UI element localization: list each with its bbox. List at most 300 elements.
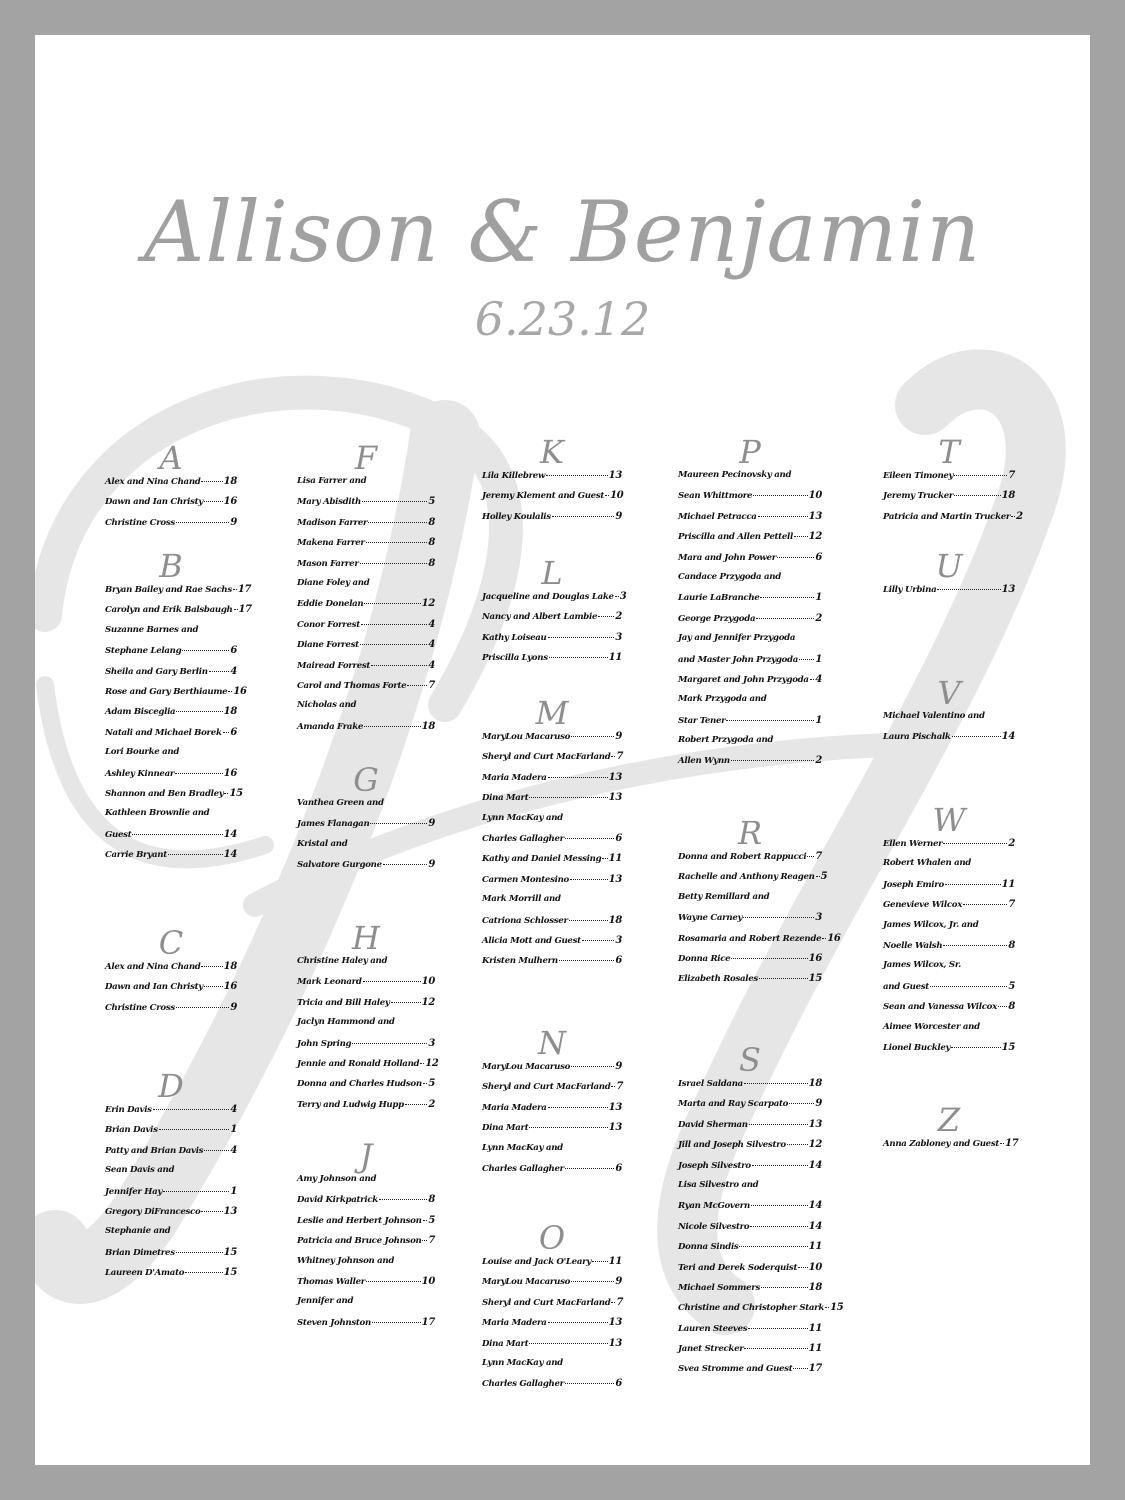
table-number: 9 [428, 859, 435, 871]
guest-entry [482, 1256, 622, 1276]
guest-name: Maureen Pecinovsky and [678, 470, 792, 480]
guest-name: Jeremy Klement and Guest [482, 491, 605, 502]
table-number: 16 [223, 767, 237, 779]
dot-leader [822, 938, 826, 939]
guest-name: Alicia Mott and Guest [482, 935, 581, 946]
guest-name: and Master John Przygoda [678, 654, 798, 665]
guest-name: Rachelle and Anthony Reagen [678, 872, 815, 883]
guest-entry [482, 935, 622, 955]
guest-name: Kathy and Daniel Messing [482, 854, 602, 865]
guest-name: Dawn and Ian Christy [105, 982, 203, 993]
guest-entry [297, 1194, 435, 1214]
guest-entry [678, 1139, 822, 1159]
guest-entry [297, 660, 435, 680]
dot-leader [759, 978, 808, 979]
guest-name: Dina Mart [482, 793, 529, 804]
guest-name: Shannon and Ben Bradley [105, 788, 224, 799]
table-number: 13 [808, 510, 822, 522]
guest-name: Bryan Bailey and Rae Sachs [105, 585, 232, 595]
section-letter: D [158, 1067, 184, 1105]
table-number: 10 [808, 490, 822, 502]
dot-leader [753, 495, 807, 496]
table-number: 16 [223, 496, 237, 508]
guest-name: Mary Abisdith [297, 497, 361, 508]
section-p [678, 434, 822, 776]
dot-leader [951, 1047, 1000, 1048]
table-number: 11 [808, 1241, 822, 1253]
guest-entry [678, 851, 822, 871]
guest-entry [297, 1276, 435, 1296]
guest-entry [883, 879, 1015, 899]
guest-entry [482, 1081, 622, 1101]
guest-entry [105, 787, 243, 808]
guest-entry [883, 470, 1015, 490]
dot-leader [168, 854, 223, 855]
table-number: 15 [808, 973, 822, 985]
dot-leader [529, 1343, 607, 1344]
guest-entry [883, 981, 1015, 1001]
guest-name: Lisa Farrer and [297, 476, 367, 486]
table-number: 6 [615, 1162, 622, 1174]
dot-leader [611, 1302, 615, 1303]
dot-leader [366, 542, 428, 543]
guest-entry [678, 953, 822, 973]
dot-leader [930, 986, 1007, 987]
guest-name: Svea Stromme and Guest [678, 1364, 793, 1375]
table-number: 7 [815, 851, 822, 862]
table-number: 3 [615, 934, 622, 946]
guest-entry [105, 961, 237, 981]
table-number: 18 [608, 914, 622, 926]
section-o [482, 1220, 622, 1399]
guest-entry [297, 558, 435, 578]
dot-leader [1011, 516, 1015, 517]
table-number: 13 [608, 873, 622, 885]
guest-entry [482, 1102, 622, 1122]
guest-name: Charles Gallagher [482, 833, 564, 844]
section-v [883, 675, 1015, 752]
section-letter: O [538, 1219, 566, 1257]
table-number: 4 [230, 665, 237, 677]
table-number: 3 [615, 631, 622, 643]
dot-leader [420, 1063, 424, 1064]
table-number: 6 [815, 551, 822, 563]
guest-entry [297, 680, 435, 700]
guest-name: Carolyn and Erik Balsbaugh [105, 605, 233, 616]
guest-entry [678, 912, 822, 932]
guest-name: Laureen D'Amato [105, 1268, 185, 1279]
table-number: 4 [230, 1104, 237, 1115]
section-r [678, 814, 841, 994]
table-number: 17 [1005, 1138, 1019, 1149]
guest-entry [883, 1138, 1019, 1158]
guest-name: Guest [105, 829, 132, 840]
table-number: 17 [421, 1316, 435, 1328]
dot-leader [571, 736, 614, 737]
guest-entry [297, 818, 435, 838]
guest-name: MaryLou Macaruso [482, 1062, 571, 1072]
dot-leader [752, 1165, 808, 1166]
section-letter: P [739, 433, 761, 471]
guest-entry [678, 1302, 844, 1322]
table-number: 15 [1001, 1041, 1015, 1053]
guest-entry [297, 578, 435, 598]
dot-leader [159, 1129, 230, 1130]
section-letter: W [932, 801, 966, 839]
dot-leader [798, 1267, 808, 1268]
table-number: 9 [615, 1276, 622, 1288]
guest-entry [297, 976, 435, 996]
guest-entry [297, 1215, 435, 1235]
guest-name: Mairead Forrest [297, 660, 371, 671]
guest-entry [678, 1180, 822, 1200]
guest-entry [297, 639, 435, 659]
dot-leader [391, 1002, 421, 1003]
section-letter: U [935, 547, 963, 585]
guest-entry [678, 1200, 822, 1220]
dot-leader [364, 726, 421, 727]
guest-name: Rosamaria and Robert Rezende [678, 933, 822, 944]
dot-leader [1000, 1143, 1004, 1144]
table-number: 17 [237, 584, 252, 595]
guest-name: Janet Strecker [678, 1344, 744, 1355]
guest-name: Nancy and Albert Lambie [482, 612, 598, 623]
guest-name: Lori Bourke and [105, 747, 180, 758]
table-number: 2 [815, 755, 822, 767]
guest-entry [678, 932, 841, 953]
guest-name: Christine Haley and [297, 956, 388, 966]
dot-leader [423, 1083, 428, 1084]
table-number: 3 [815, 912, 822, 924]
guest-name: Thomas Waller [297, 1276, 365, 1287]
guest-entry [297, 537, 435, 557]
guest-entry [678, 592, 822, 612]
section-letter: L [541, 554, 563, 592]
dot-leader [565, 1383, 614, 1384]
dot-leader [383, 864, 428, 865]
dot-leader [182, 650, 229, 651]
guest-name: Margaret and John Przygoda [678, 674, 809, 685]
table-number: 6 [615, 832, 622, 844]
section-n [482, 1025, 622, 1183]
table-number: 7 [616, 1081, 624, 1093]
guest-name: Stephanie and [105, 1226, 171, 1237]
table-number: 14 [1001, 731, 1015, 743]
guest-name: Michael Valentino and [883, 711, 985, 721]
guest-name: Mark Morrill and [482, 894, 561, 905]
guest-entry [678, 490, 822, 510]
dot-leader [793, 1368, 807, 1369]
guest-entry [105, 517, 237, 537]
table-number: 16 [827, 932, 841, 944]
guest-name: Patricia and Bruce Johnson [297, 1236, 422, 1247]
dot-leader [549, 657, 608, 658]
guest-name: Mara and John Power [678, 552, 776, 563]
guest-name: Dina Mart [482, 1338, 529, 1349]
guest-name: Alex and Nina Chand [105, 962, 201, 972]
guest-name: Eddie Donelan [297, 599, 364, 610]
table-number: 7 [616, 751, 624, 763]
table-number: 7 [428, 1235, 435, 1247]
section-letter: Z [937, 1101, 961, 1139]
guest-name: George Przygoda [678, 613, 756, 624]
dot-leader [570, 879, 608, 880]
guest-entry [678, 1221, 822, 1241]
guest-name: Gregory DiFrancesco [105, 1206, 201, 1217]
section-c [105, 925, 237, 1022]
dot-leader [789, 1103, 814, 1104]
guest-name: Maria Madera [482, 1102, 547, 1113]
couple-names-title: Allison & Benjamin [143, 183, 982, 281]
dot-leader [825, 1307, 829, 1308]
dot-leader [565, 1168, 614, 1169]
guest-entry [678, 871, 828, 891]
table-number: 10 [808, 1261, 822, 1273]
guest-name: Makena Farrer [297, 538, 365, 549]
dot-leader [552, 516, 615, 517]
table-number: 17 [808, 1363, 822, 1375]
guest-entry [883, 584, 1015, 604]
dot-leader [731, 760, 814, 761]
guest-entry [883, 858, 1015, 878]
table-number: 5 [1008, 980, 1015, 992]
dot-leader [954, 475, 1007, 476]
table-number: 16 [223, 981, 237, 993]
guest-name: Christine Cross [105, 1002, 175, 1013]
table-number: 15 [223, 1246, 237, 1258]
dot-leader [422, 1240, 427, 1241]
guest-entry [105, 1104, 237, 1124]
table-number: 5 [428, 1214, 435, 1226]
dot-leader [998, 1006, 1007, 1007]
table-number: 6 [615, 955, 622, 967]
guest-name: Elizabeth Rosales [678, 974, 758, 985]
guest-entry [678, 755, 822, 775]
guest-name: Jill and Joseph Silvestro [678, 1140, 786, 1151]
guest-name: James Flanagan [297, 819, 370, 830]
guest-entry [297, 598, 435, 618]
dot-leader [407, 685, 427, 686]
guest-entry [297, 839, 435, 859]
guest-name: Carrie Bryant [105, 850, 167, 861]
guest-name: Laura Pischalk [883, 732, 951, 743]
dot-leader [739, 1246, 807, 1247]
guest-entry [482, 470, 622, 490]
table-number: 2 [1016, 510, 1023, 522]
guest-entry [678, 1241, 822, 1261]
guest-entry [482, 915, 622, 935]
section-j [297, 1138, 435, 1337]
section-letter: C [158, 924, 184, 962]
dot-leader [360, 644, 428, 645]
guest-entry [482, 1358, 622, 1378]
table-number: 5 [820, 871, 828, 883]
table-number: 9 [815, 1098, 822, 1110]
dot-leader [176, 1007, 229, 1008]
guest-name: Adam Bisceglia [105, 707, 176, 718]
guest-name: Lilly Urbina [883, 585, 937, 595]
guest-name: Michael Petracca [678, 511, 757, 522]
guest-entry [482, 1143, 622, 1163]
table-number: 11 [608, 652, 622, 664]
section-letter: B [159, 547, 183, 585]
guest-entry [482, 792, 622, 812]
dot-leader [223, 732, 230, 733]
guest-entry [297, 1099, 435, 1119]
guest-entry [105, 476, 237, 496]
guest-name: Jaclyn Hammond and [297, 1017, 395, 1028]
guest-entry [105, 584, 252, 604]
section-d [105, 1068, 237, 1288]
guest-entry [105, 604, 252, 624]
guest-name: Amy Johnson and [297, 1174, 377, 1184]
dot-leader [569, 920, 608, 921]
guest-name: Alex and Nina Chand [105, 477, 201, 487]
guest-entry [678, 654, 822, 674]
section-k [482, 434, 622, 531]
guest-entry [105, 829, 237, 849]
guest-name: Charles Gallagher [482, 1379, 564, 1390]
guest-name: Diane Foley and [297, 577, 370, 588]
guest-entry [105, 1002, 237, 1022]
guest-entry [105, 1206, 237, 1226]
table-number: 3 [428, 1037, 435, 1049]
guest-entry [297, 496, 435, 516]
table-number: 9 [428, 818, 435, 830]
guest-name: Noelle Walsh [883, 940, 943, 951]
table-number: 13 [608, 1337, 622, 1349]
table-number: 5 [428, 496, 435, 508]
dot-leader [943, 843, 1007, 844]
dot-leader [362, 501, 427, 502]
table-number: 2 [815, 612, 822, 624]
dot-leader [794, 536, 808, 537]
guest-name: Allen Wynn [678, 756, 730, 767]
table-number: 12 [425, 1057, 439, 1069]
guest-name: Kristal and [297, 838, 348, 849]
table-number: 2 [428, 1098, 435, 1110]
guest-entry [883, 490, 1015, 510]
dot-leader [234, 609, 238, 610]
dot-leader [204, 501, 223, 502]
guest-name: Diane Forrest [297, 640, 359, 651]
table-number: 4 [815, 673, 822, 685]
dot-leader [954, 495, 1001, 496]
dot-leader [153, 1109, 230, 1110]
section-l [482, 554, 627, 673]
guest-name: Rose and Gary Berthiaume [105, 686, 228, 697]
dot-leader [743, 917, 814, 918]
section-letter: N [538, 1024, 566, 1062]
table-number: 12 [808, 531, 822, 543]
guest-entry [678, 735, 822, 755]
dot-leader [366, 1281, 421, 1282]
guest-entry [678, 892, 822, 912]
table-number: 9 [230, 1001, 237, 1013]
guest-name: James Wilcox, Jr. and [883, 919, 979, 930]
table-number: 14 [223, 849, 237, 861]
dot-leader [529, 797, 607, 798]
guest-name: Sheryl and Curt MacFarland [482, 1082, 611, 1093]
table-number: 4 [428, 659, 435, 671]
table-number: 18 [1001, 490, 1015, 502]
dot-leader [937, 589, 1000, 590]
dot-leader [799, 659, 814, 660]
guest-entry [678, 1343, 822, 1363]
guest-name: Sean and Vanessa Wilcox [883, 1002, 997, 1013]
table-number: 6 [615, 1378, 622, 1390]
guest-entry [482, 853, 622, 873]
table-number: 9 [615, 731, 622, 742]
guest-entry [297, 956, 435, 976]
guest-name: Catriona Schlosser [482, 915, 568, 926]
guest-entry [297, 997, 435, 1017]
section-w [883, 802, 1015, 1062]
table-number: 7 [616, 1296, 624, 1308]
dot-leader [758, 516, 808, 517]
guest-name: Robert Przygoda and [678, 735, 774, 746]
dot-leader [760, 597, 814, 598]
guest-name: and Guest [883, 981, 929, 992]
table-number: 18 [223, 961, 237, 972]
dot-leader [750, 1226, 807, 1227]
guest-entry [678, 1078, 822, 1098]
dot-leader [943, 945, 1007, 946]
guest-entry [482, 632, 622, 652]
guest-entry [678, 511, 822, 531]
guest-entry [105, 685, 247, 706]
guest-entry [883, 899, 1015, 919]
dot-leader [228, 691, 232, 692]
table-number: 4 [428, 639, 435, 651]
guest-entry [105, 496, 237, 516]
guest-name: Aimee Worcester and [883, 1021, 980, 1032]
section-letter: T [938, 433, 960, 471]
guest-entry [883, 1022, 1015, 1042]
guest-entry [678, 613, 822, 633]
guest-entry [297, 1296, 435, 1316]
guest-name: Erin Davis [105, 1105, 152, 1115]
table-number: 14 [808, 1200, 822, 1212]
section-b [105, 547, 252, 869]
table-number: 13 [608, 1101, 622, 1113]
table-number: 10 [610, 490, 624, 502]
dot-leader [204, 1150, 229, 1151]
table-number: 8 [1008, 1001, 1015, 1013]
guest-entry [482, 1163, 622, 1183]
guest-name: Priscilla and Allen Pettell [678, 532, 793, 543]
dot-leader [233, 589, 237, 590]
dot-leader [371, 665, 427, 666]
dot-leader [787, 1144, 808, 1145]
guest-entry [883, 510, 1023, 531]
guest-name: Jennifer Hay [105, 1186, 163, 1197]
table-number: 1 [230, 1185, 237, 1197]
dot-leader [611, 1086, 615, 1087]
section-z [883, 1101, 1019, 1158]
guest-name: Mason Farrer [297, 558, 359, 569]
guest-entry [678, 973, 822, 993]
table-number: 9 [615, 510, 622, 522]
guest-name: David Kirkpatrick [297, 1195, 378, 1206]
table-number: 18 [808, 1281, 822, 1293]
guest-entry [297, 1235, 435, 1255]
table-number: 8 [1008, 939, 1015, 951]
dot-leader [571, 1281, 614, 1282]
table-number: 8 [428, 1194, 435, 1206]
dot-leader [807, 856, 814, 857]
guest-name: Sheryl and Curt MacFarland [482, 752, 611, 763]
